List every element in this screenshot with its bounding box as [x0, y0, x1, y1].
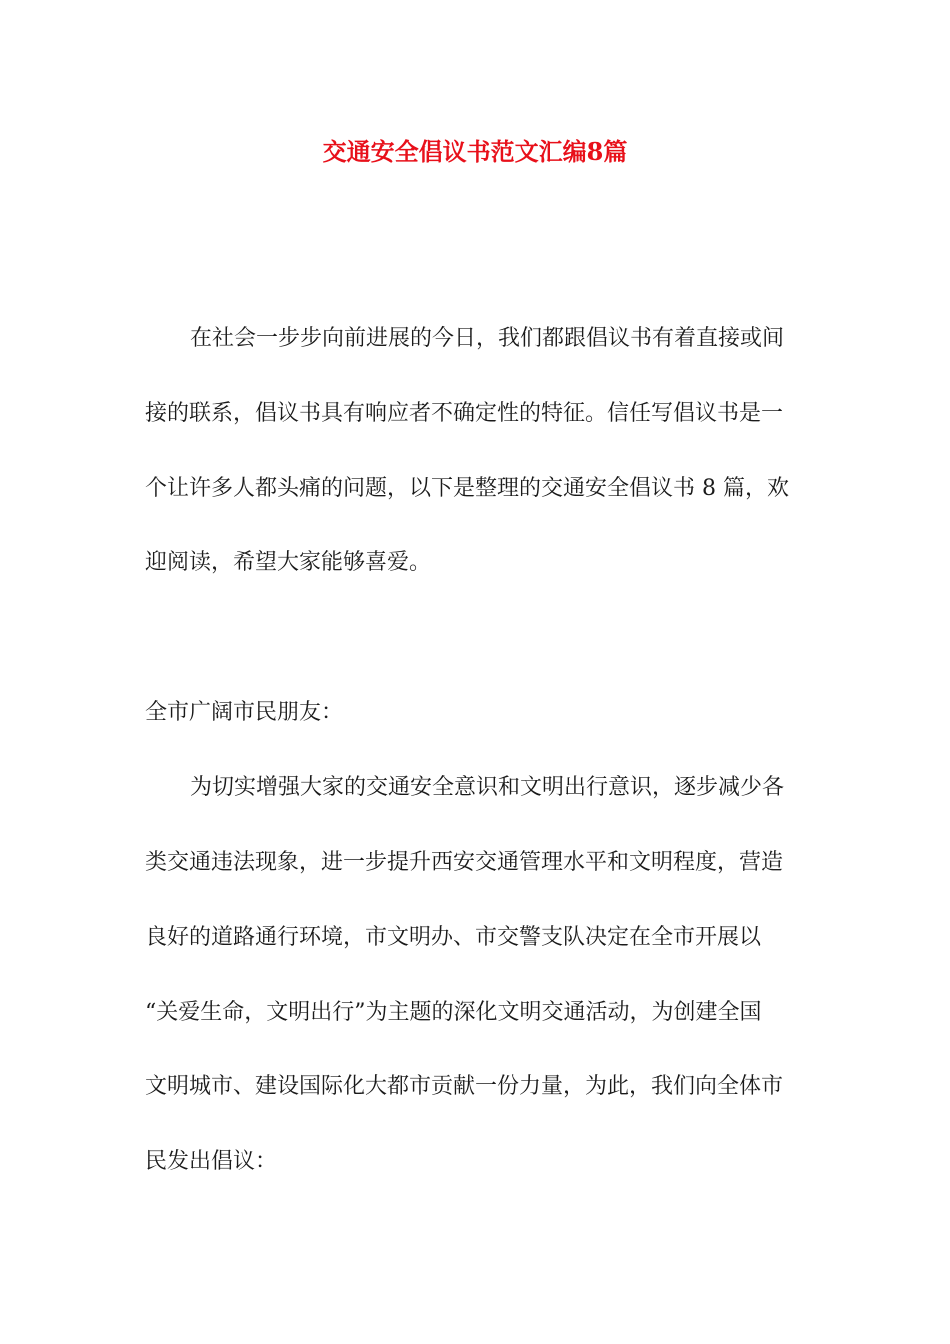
body-line-6: 民发出倡议：: [145, 1149, 278, 1174]
intro-line-1: 在社会一步步向前进展的今日，我们都跟倡议书有着直接或间: [190, 326, 785, 351]
body-line-3: 良好的道路通行环境，市文明办、市交警支队决定在全市开展以: [145, 925, 762, 950]
body-line-2: 类交通违法现象，进一步提升西安交通管理水平和文明程度，营造: [145, 850, 784, 875]
intro-line-2: 接的联系，倡议书具有响应者不确定性的特征。信任写倡议书是一: [145, 401, 784, 426]
body-line-5: 文明城市、建设国际化大都市贡献一份力量，为此，我们向全体市: [145, 1074, 784, 1099]
body-line-4: “关爱生命，文明出行”为主题的深化文明交通活动，为创建全国: [145, 1000, 762, 1025]
salutation: 全市广阔市民朋友：: [145, 700, 344, 725]
document-title: 交通安全倡议书范文汇编8篇: [322, 137, 628, 166]
intro-line-4: 迎阅读，希望大家能够喜爱。: [145, 550, 432, 575]
intro-line-3: 个让许多人都头痛的问题，以下是整理的交通安全倡议书 8 篇，欢: [145, 476, 789, 501]
body-line-1: 为切实增强大家的交通安全意识和文明出行意识，逐步减少各: [190, 775, 785, 800]
